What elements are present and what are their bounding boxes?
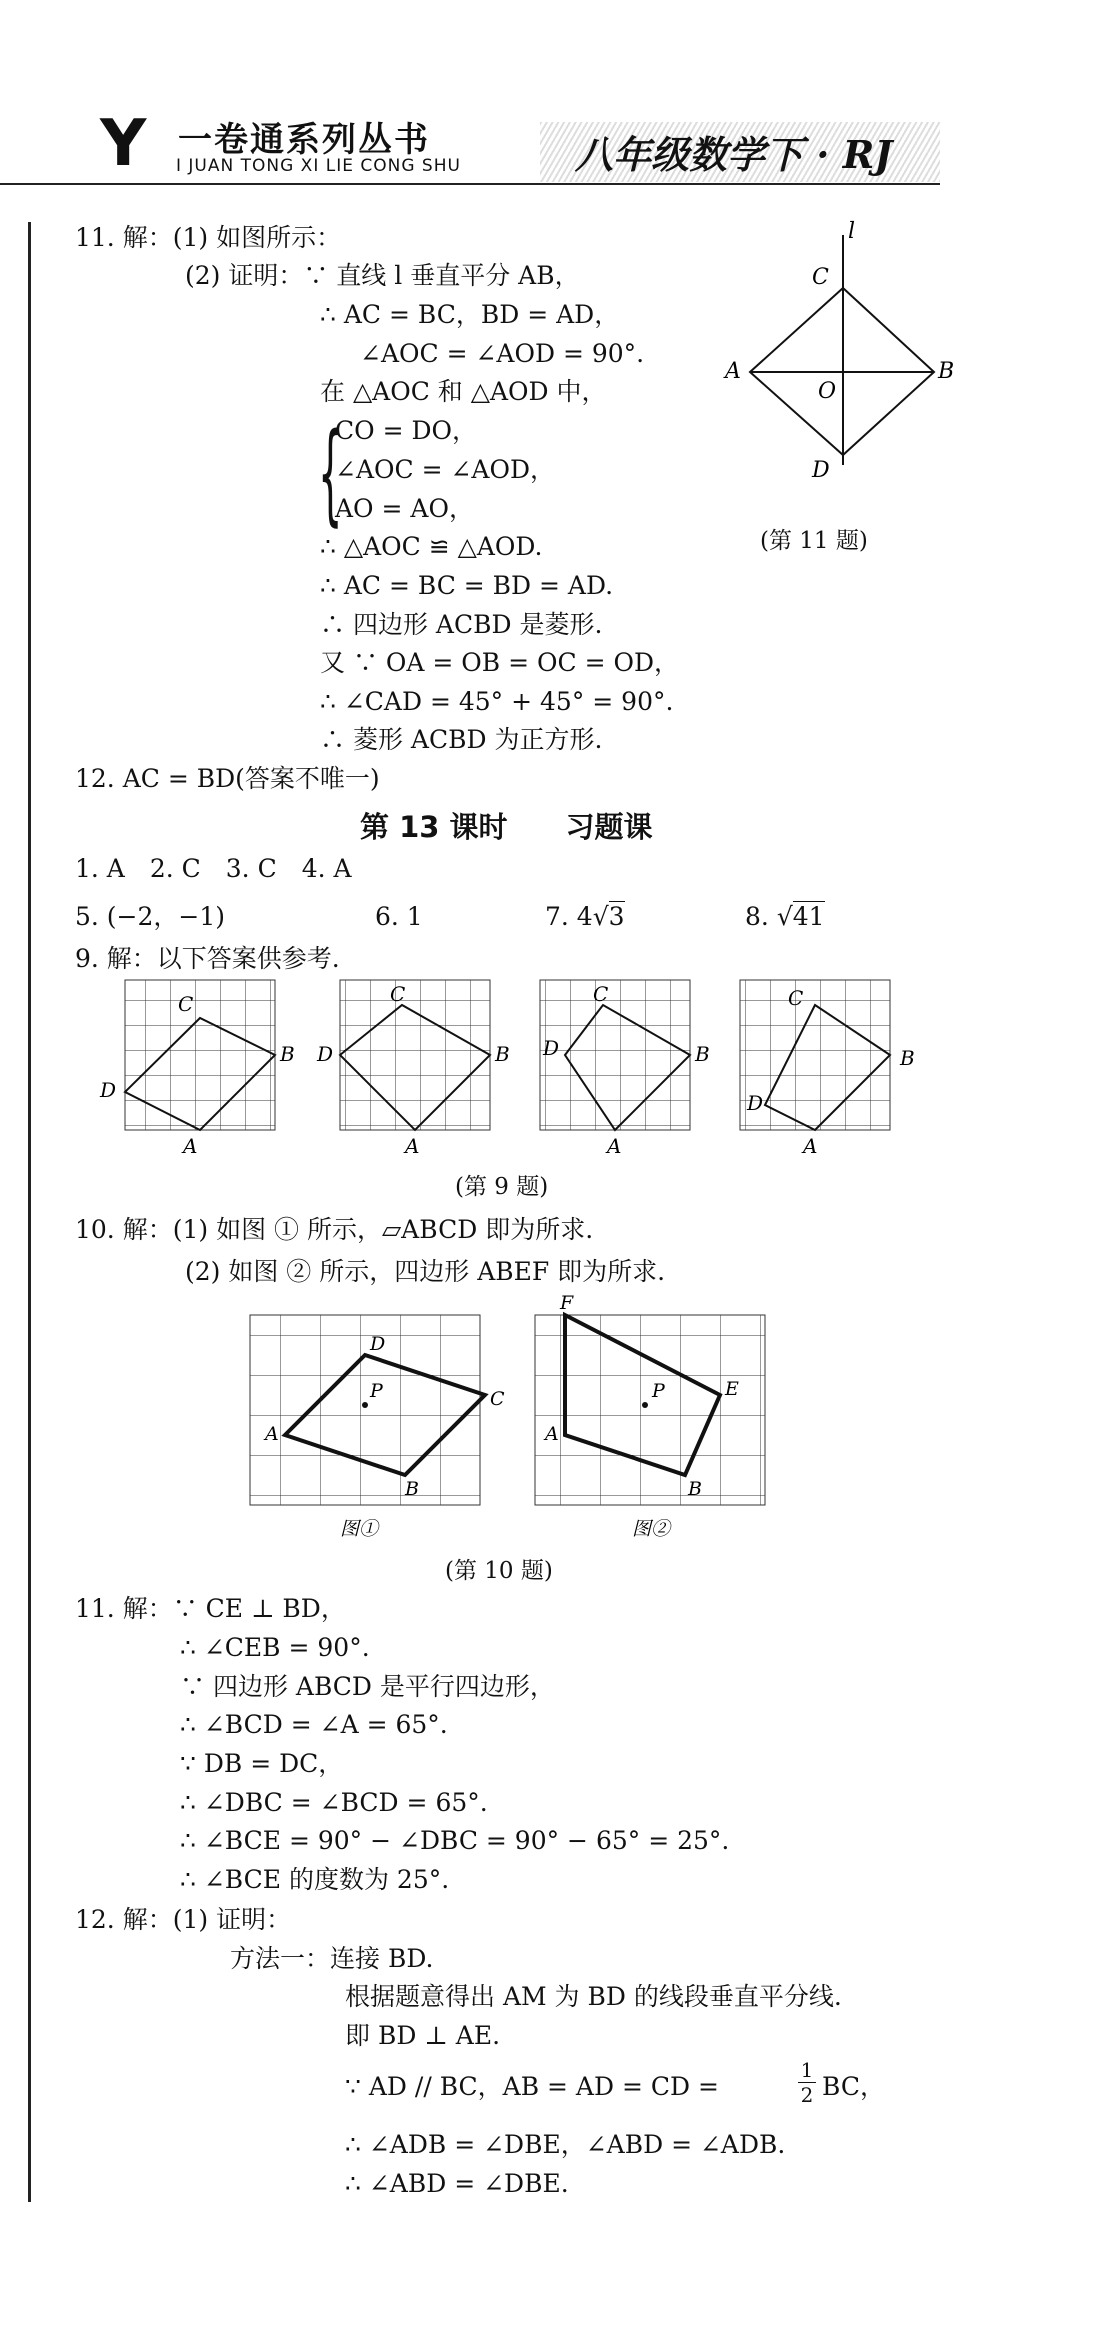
q11b-line: ∴ ∠DBC = ∠BCD = 65°. — [180, 1788, 488, 1817]
series-pinyin: I JUAN TONG XI LIE CONG SHU — [176, 156, 461, 176]
q11-line: 11. 解：(1) 如图所示： — [75, 223, 342, 252]
label-d: D — [747, 1091, 764, 1115]
q11-line: ∴ AC = BC = BD = AD. — [320, 571, 614, 600]
q11-line: ∴ 四边形 ACBD 是菱形. — [320, 610, 603, 639]
q11b-line: ∴ ∠BCE = 90° − ∠DBC = 90° − 65° = 25°. — [180, 1826, 730, 1855]
q12b-line: 方法一：连接 BD. — [230, 1944, 434, 1973]
label-a: A — [265, 1423, 279, 1445]
q11-caption: (第 11 题) — [760, 528, 868, 554]
label-d: D — [543, 1036, 560, 1060]
q12b-line: 12. 解：(1) 证明： — [75, 1905, 292, 1934]
q11-line: CO = DO， — [335, 416, 478, 445]
q7-radicand: 3 — [608, 902, 625, 931]
margin-rule — [28, 222, 31, 2202]
q11-line: ∴ 菱形 ACBD 为正方形. — [320, 725, 603, 754]
q8-radicand: 41 — [792, 902, 825, 931]
q5-answer: 5. (−2，−1) — [75, 902, 226, 931]
q11-line: ∴ △AOC ≌ △AOD. — [320, 532, 543, 561]
q11-line: (2) 证明：∵ 直线 l 垂直平分 AB， — [185, 261, 580, 290]
label-a: A — [725, 359, 741, 384]
label-c: C — [593, 982, 609, 1006]
label-b: B — [695, 1042, 710, 1066]
q11-line: AO = AO， — [335, 494, 474, 523]
label-b: B — [280, 1042, 295, 1066]
fraction — [798, 2058, 816, 2107]
q9-grid-4 — [740, 980, 915, 1158]
q10-line: 10. 解：(1) 如图 ① 所示，▱ABCD 即为所求. — [75, 1215, 594, 1244]
label-b: B — [938, 359, 955, 384]
label-b: B — [405, 1478, 419, 1500]
fraction-numerator: 1 — [798, 2058, 816, 2083]
label-d: D — [812, 458, 830, 483]
label-p: P — [652, 1380, 665, 1402]
q11b-line: ∴ ∠BCE 的度数为 25°. — [180, 1865, 450, 1894]
label-a: A — [405, 1134, 420, 1158]
book-title: 八年级数学下 · RJ — [575, 132, 893, 177]
q12b-line: ∴ ∠ABD = ∠DBE. — [345, 2169, 569, 2198]
q9-caption: (第 9 题) — [455, 1174, 549, 1200]
sqrt-icon: √ — [776, 902, 793, 931]
label-c: C — [788, 986, 804, 1010]
q9-grid-3 — [540, 980, 710, 1158]
q11-line: 在 △AOC 和 △AOD 中， — [320, 377, 607, 406]
series-logo: Y — [100, 107, 147, 181]
q11b-line: ∴ ∠CEB = 90°. — [180, 1633, 370, 1662]
label-b: B — [495, 1042, 510, 1066]
header-rule — [0, 183, 940, 185]
q10-fig-2 — [535, 1292, 765, 1505]
label-b: B — [688, 1478, 702, 1500]
q11-line: ∴ ∠CAD = 45° + 45° = 90°. — [320, 687, 674, 716]
q7-prefix: 7. 4 — [545, 902, 593, 931]
mc-answers: 1. A 2. C 3. C 4. A — [75, 854, 352, 883]
label-f: F — [560, 1292, 574, 1314]
q11b-line: ∵ DB = DC， — [180, 1749, 344, 1778]
q11b-line: ∵ 四边形 ABCD 是平行四边形， — [180, 1672, 555, 1701]
q11-line: ∠AOC = ∠AOD， — [335, 455, 556, 484]
label-o: O — [818, 379, 837, 404]
q11b-line: 11. 解：∵ CE ⊥ BD， — [75, 1594, 346, 1623]
q10-line: (2) 如图 ② 所示，四边形 ABEF 即为所求. — [185, 1257, 666, 1286]
q12b-line: ∴ ∠ADB = ∠DBE，∠ABD = ∠ADB. — [345, 2130, 786, 2159]
q12b-line: ∵ AD // BC，AB = AD = CD = — [345, 2072, 719, 2101]
q11-line: 又 ∵ OA = OB = OC = OD， — [320, 648, 679, 677]
q11-figure — [720, 219, 955, 483]
label-l: l — [848, 219, 856, 244]
q11-line: ∴ AC = BC，BD = AD， — [320, 300, 620, 329]
label-a: A — [545, 1423, 559, 1445]
fig1-caption: 图① — [340, 1518, 379, 1540]
q6-answer: 6. 1 — [375, 902, 423, 931]
label-d: D — [317, 1042, 334, 1066]
q8-prefix: 8. — [745, 902, 769, 931]
fraction-denominator: 2 — [800, 2083, 814, 2107]
label-d: D — [100, 1078, 117, 1102]
label-p: P — [370, 1380, 383, 1402]
label-e: E — [725, 1378, 739, 1400]
q10-caption: (第 10 题) — [445, 1558, 553, 1584]
label-b: B — [900, 1046, 915, 1070]
brace: { — [318, 409, 343, 537]
label-a: A — [607, 1134, 622, 1158]
q11-line: ∠AOC = ∠AOD = 90°. — [360, 339, 645, 368]
q9-grid-1 — [99, 980, 295, 1158]
q10-fig-1 — [250, 1315, 505, 1505]
q12-answer: 12. AC = BD(答案不唯一) — [75, 764, 380, 793]
label-c: C — [812, 265, 829, 290]
q7-answer — [545, 900, 625, 934]
fig2-caption: 图② — [632, 1518, 671, 1540]
q8-answer — [745, 900, 825, 934]
q11b-line: ∴ ∠BCD = ∠A = 65°. — [180, 1710, 448, 1739]
sqrt-icon: √ — [592, 902, 609, 931]
q10-figures — [240, 1292, 780, 1545]
label-a: A — [803, 1134, 818, 1158]
section-title: 第 13 课时 习题课 — [360, 810, 653, 844]
q9-line: 9. 解：以下答案供参考. — [75, 944, 340, 973]
label-c: C — [490, 1388, 505, 1410]
label-a: A — [183, 1134, 198, 1158]
label-c: C — [178, 992, 194, 1016]
q9-grid-2 — [316, 980, 510, 1158]
q12b-line: 即 BD ⊥ AE. — [345, 2021, 501, 2050]
label-c: C — [390, 982, 406, 1006]
q12b-line: BC， — [822, 2072, 885, 2101]
series-title: 一卷通系列丛书 — [178, 120, 430, 160]
label-d: D — [370, 1333, 386, 1355]
q12b-line: 根据题意得出 AM 为 BD 的线段垂直平分线. — [345, 1982, 842, 2011]
q9-figures — [95, 975, 975, 1158]
